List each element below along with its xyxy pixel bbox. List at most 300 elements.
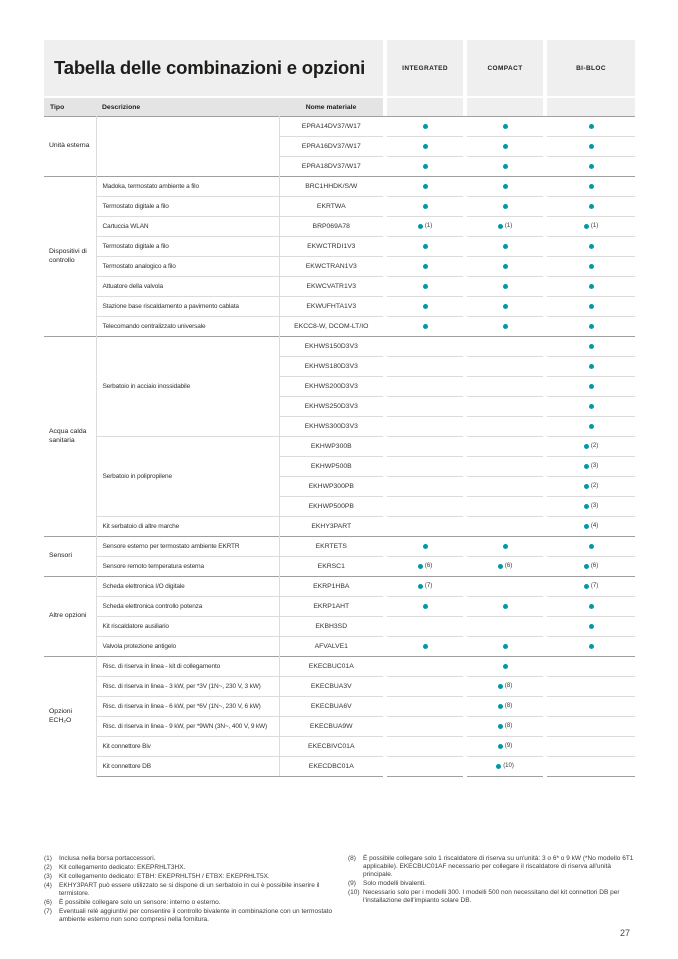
- table-row: [44, 517, 635, 537]
- availability-cell: [547, 577, 635, 597]
- availability-cell: [547, 397, 635, 417]
- availability-cell: [547, 677, 635, 697]
- availability-cell: [547, 157, 635, 177]
- material-code-cell: BRP069A78: [279, 217, 383, 237]
- table-row: [44, 217, 635, 237]
- description-cell: Cartuccia WLAN: [96, 217, 279, 237]
- availability-cell: [467, 177, 543, 197]
- footnote-ref: (7): [424, 583, 433, 590]
- category-cell: Sensori: [44, 537, 96, 577]
- description-cell: Attuatore della valvola: [96, 277, 279, 297]
- availability-cell: [467, 737, 543, 757]
- footnote-ref: (8): [504, 683, 513, 690]
- availability-dot: [503, 164, 508, 169]
- description-cell: Sensore esterno per termostato ambiente EKRTR: [96, 537, 279, 557]
- description-cell: Madoka, termostato ambiente a filo: [96, 177, 279, 197]
- availability-cell: [547, 417, 635, 437]
- availability-dot: [423, 244, 428, 249]
- availability-dot: [498, 564, 503, 569]
- category-cell: Altre opzioni: [44, 577, 96, 657]
- column-header-integrated: INTEGRATED: [387, 40, 463, 97]
- description-cell: Telecomando centralizzato universale: [96, 317, 279, 337]
- footnote-number: (2): [44, 864, 52, 871]
- availability-cell: [387, 197, 463, 217]
- availability-cell: [467, 557, 543, 577]
- title-row: [44, 40, 635, 97]
- availability-dot: [418, 224, 423, 229]
- table-row: [44, 617, 635, 637]
- material-code-cell: EKHWS300D3V3: [279, 417, 383, 437]
- availability-dot: [423, 164, 428, 169]
- material-code-cell: EKRTWA: [279, 197, 383, 217]
- material-code-cell: AFVALVE1: [279, 637, 383, 657]
- footnote-item: [348, 855, 635, 879]
- category-cell: Dispositivi di controllo: [44, 177, 96, 337]
- availability-cell: [547, 257, 635, 277]
- availability-cell: [547, 237, 635, 257]
- footnote-ref: (6): [504, 563, 513, 570]
- material-code-cell: EKWCTRDI1V3: [279, 237, 383, 257]
- material-code-cell: EKECDBC01A: [279, 757, 383, 777]
- availability-cell: [547, 297, 635, 317]
- availability-dot: [589, 364, 594, 369]
- availability-dot: [423, 204, 428, 209]
- availability-cell: [547, 177, 635, 197]
- header-tipo: Tipo: [44, 97, 96, 117]
- material-code-cell: EKHWP500PB: [279, 497, 383, 517]
- footnote-ref: (6): [590, 563, 599, 570]
- availability-dot: [503, 144, 508, 149]
- availability-cell: [547, 277, 635, 297]
- table-row: [44, 677, 635, 697]
- table-row: [44, 337, 635, 357]
- material-code-cell: EKHWP300B: [279, 437, 383, 457]
- material-code-cell: EKHWP500B: [279, 457, 383, 477]
- availability-dot: [589, 304, 594, 309]
- availability-cell: [547, 557, 635, 577]
- availability-dot: [418, 564, 423, 569]
- description-cell: Serbatoio in polipropilene: [96, 437, 279, 517]
- footnote-item: [44, 882, 336, 898]
- column-header-bibloc: BI-BLOC: [547, 40, 635, 97]
- availability-dot: [498, 224, 503, 229]
- availability-cell: [547, 717, 635, 737]
- table-row: [44, 697, 635, 717]
- description-cell: Risc. di riserva in linea - 6 kW, per *6V (1N~, 230 V, 6 kW): [96, 697, 279, 717]
- availability-cell: [387, 157, 463, 177]
- availability-cell: [387, 677, 463, 697]
- availability-dot: [423, 304, 428, 309]
- availability-cell: [547, 757, 635, 777]
- availability-cell: [467, 377, 543, 397]
- material-code-cell: EKECBUA6V: [279, 697, 383, 717]
- description-cell: Kit connettore Biv: [96, 737, 279, 757]
- availability-dot: [423, 264, 428, 269]
- availability-dot: [503, 544, 508, 549]
- footnote-text: È possibile collegare solo un sensore: interno o esterno.: [59, 899, 221, 906]
- material-code-cell: EKHWS180D3V3: [279, 357, 383, 377]
- combinations-table-wrap: [44, 40, 635, 777]
- availability-cell: [387, 437, 463, 457]
- material-code-cell: EKHWS250D3V3: [279, 397, 383, 417]
- availability-cell: [467, 457, 543, 477]
- availability-cell: [547, 637, 635, 657]
- availability-dot: [423, 604, 428, 609]
- availability-cell: [467, 697, 543, 717]
- table-row: [44, 717, 635, 737]
- availability-cell: [467, 397, 543, 417]
- header-nome-materiale: Nome materiale: [279, 97, 383, 117]
- availability-dot: [584, 464, 589, 469]
- availability-dot: [589, 424, 594, 429]
- availability-cell: [467, 257, 543, 277]
- material-code-cell: EKECBUA9W: [279, 717, 383, 737]
- category-cell: Opzioni ECH₂O: [44, 657, 96, 777]
- material-code-cell: EKWCVATR1V3: [279, 277, 383, 297]
- availability-cell: [387, 717, 463, 737]
- table-row: [44, 597, 635, 617]
- table-row: [44, 317, 635, 337]
- description-cell: Kit riscaldatore ausiliario: [96, 617, 279, 637]
- description-cell: Scheda elettronica controllo potenza: [96, 597, 279, 617]
- availability-dot: [498, 744, 503, 749]
- availability-dot: [503, 284, 508, 289]
- table-row: [44, 197, 635, 217]
- availability-dot: [498, 724, 503, 729]
- availability-cell: [467, 117, 543, 137]
- material-code-cell: EKECBUC01A: [279, 657, 383, 677]
- availability-dot: [589, 124, 594, 129]
- availability-cell: [467, 357, 543, 377]
- availability-dot: [589, 604, 594, 609]
- availability-cell: [387, 257, 463, 277]
- availability-cell: [387, 177, 463, 197]
- availability-dot: [423, 324, 428, 329]
- footnote-ref: (7): [590, 583, 599, 590]
- material-code-cell: EKRSC1: [279, 557, 383, 577]
- availability-dot: [423, 544, 428, 549]
- availability-cell: [467, 337, 543, 357]
- footnote-number: (6): [44, 899, 52, 906]
- availability-dot: [418, 584, 423, 589]
- availability-cell: [387, 317, 463, 337]
- footnote-number: (1): [44, 855, 52, 862]
- availability-dot: [589, 184, 594, 189]
- availability-dot: [423, 184, 428, 189]
- availability-cell: [467, 137, 543, 157]
- description-cell: Stazione base riscaldamento a pavimento cablata: [96, 297, 279, 317]
- availability-cell: [387, 337, 463, 357]
- footnotes: [44, 855, 635, 925]
- availability-cell: [467, 477, 543, 497]
- availability-cell: [387, 297, 463, 317]
- availability-dot: [589, 264, 594, 269]
- footnote-ref: (1): [424, 223, 433, 230]
- footnote-ref: (3): [590, 503, 599, 510]
- availability-dot: [589, 244, 594, 249]
- availability-cell: [467, 717, 543, 737]
- availability-dot: [498, 684, 503, 689]
- availability-dot: [503, 184, 508, 189]
- footnote-text: Eventuali relè aggiuntivi per consentire il controllo bivalente in combinazione con un termostato ambiente esterno non sono compresi nella fornitura.: [59, 908, 333, 923]
- availability-cell: [547, 357, 635, 377]
- availability-cell: [467, 617, 543, 637]
- page-title: Tabella delle combinazioni e opzioni: [44, 40, 383, 97]
- subheader-spacer: [467, 97, 543, 117]
- combinations-table: [44, 40, 635, 777]
- availability-dot: [503, 244, 508, 249]
- availability-cell: [387, 417, 463, 437]
- material-code-cell: EKECBIVC01A: [279, 737, 383, 757]
- description-cell: [96, 117, 279, 177]
- availability-cell: [387, 637, 463, 657]
- footnotes-left: [44, 855, 336, 925]
- availability-dot: [589, 624, 594, 629]
- table-row: [44, 537, 635, 557]
- availability-cell: [547, 477, 635, 497]
- availability-cell: [547, 697, 635, 717]
- availability-cell: [467, 157, 543, 177]
- description-cell: Kit serbatoio di altre marche: [96, 517, 279, 537]
- availability-dot: [423, 144, 428, 149]
- availability-dot: [584, 584, 589, 589]
- footnote-text: Kit collegamento dedicato: EKEPRHLT3HX.: [59, 864, 186, 871]
- material-code-cell: BRC1HHDK/S/W: [279, 177, 383, 197]
- table-row: [44, 737, 635, 757]
- availability-cell: [547, 457, 635, 477]
- availability-dot: [589, 344, 594, 349]
- availability-dot: [503, 664, 508, 669]
- availability-cell: [467, 597, 543, 617]
- availability-cell: [387, 697, 463, 717]
- material-code-cell: EKECBUA3V: [279, 677, 383, 697]
- table-row: [44, 437, 635, 457]
- availability-cell: [547, 657, 635, 677]
- material-code-cell: EKHWP300PB: [279, 477, 383, 497]
- footnote-number: (4): [44, 882, 52, 889]
- category-cell: Unità esterna: [44, 117, 96, 177]
- availability-cell: [387, 357, 463, 377]
- footnote-ref: (1): [590, 223, 599, 230]
- footnote-ref: (4): [590, 523, 599, 530]
- availability-cell: [467, 237, 543, 257]
- description-cell: Termostato analogico a filo: [96, 257, 279, 277]
- material-code-cell: EKWCTRAN1V3: [279, 257, 383, 277]
- footnote-text: Inclusa nella borsa portaccessori.: [59, 855, 156, 862]
- description-cell: Termostato digitale a filo: [96, 197, 279, 217]
- footnote-item: [44, 899, 336, 907]
- table-row: [44, 297, 635, 317]
- description-cell: Risc. di riserva in linea - 9 kW, per *9WN (3N~, 400 V, 9 kW): [96, 717, 279, 737]
- availability-cell: [547, 217, 635, 237]
- footnote-text: Necessario solo per i modelli 300. I modelli 500 non necessitano del kit connettori DB per l'installazione dell'impianto solare DB.: [363, 889, 620, 904]
- footnote-item: [44, 908, 336, 924]
- availability-cell: [547, 517, 635, 537]
- availability-dot: [423, 124, 428, 129]
- availability-cell: [467, 417, 543, 437]
- category-cell: Acqua calda sanitaria: [44, 337, 96, 537]
- footnote-number: (8): [348, 855, 356, 862]
- availability-dot: [503, 644, 508, 649]
- material-code-cell: EPRA16DV37/W17: [279, 137, 383, 157]
- footnote-text: È possibile collegare solo 1 riscaldatore di riserva su un'unità: 3 o 6* o 9 kW (*No modello 6T1 applicabile). EKECBUC01AF necessario per collegare il riscaldatore di riserva all'unità principale.: [363, 855, 634, 878]
- availability-dot: [584, 224, 589, 229]
- availability-cell: [387, 737, 463, 757]
- footnote-item: [44, 855, 336, 863]
- availability-dot: [589, 144, 594, 149]
- footnotes-right: [348, 855, 635, 925]
- availability-cell: [467, 577, 543, 597]
- table-row: [44, 657, 635, 677]
- material-code-cell: EKBH3SD: [279, 617, 383, 637]
- availability-cell: [387, 617, 463, 637]
- availability-cell: [467, 537, 543, 557]
- footnote-number: (3): [44, 873, 52, 880]
- availability-dot: [584, 444, 589, 449]
- table-row: [44, 277, 635, 297]
- availability-cell: [547, 317, 635, 337]
- availability-cell: [387, 277, 463, 297]
- footnote-ref: (9): [504, 743, 513, 750]
- availability-dot: [589, 284, 594, 289]
- availability-cell: [387, 597, 463, 617]
- availability-cell: [467, 497, 543, 517]
- availability-dot: [589, 644, 594, 649]
- description-cell: Valvola protezione antigelo: [96, 637, 279, 657]
- subheader-spacer: [387, 97, 463, 117]
- material-code-cell: EKHWS150D3V3: [279, 337, 383, 357]
- footnote-ref: (2): [590, 483, 599, 490]
- description-cell: Serbatoio in acciaio inossidabile: [96, 337, 279, 437]
- availability-cell: [547, 197, 635, 217]
- availability-dot: [584, 484, 589, 489]
- availability-cell: [467, 757, 543, 777]
- footnote-ref: (10): [503, 763, 514, 770]
- availability-cell: [387, 477, 463, 497]
- description-cell: Risc. di riserva in linea - 3 kW, per *3V (1N~, 230 V, 3 kW): [96, 677, 279, 697]
- availability-dot: [503, 304, 508, 309]
- availability-dot: [584, 504, 589, 509]
- description-cell: Kit connettore DB: [96, 757, 279, 777]
- description-cell: Risc. di riserva in linea - kit di collegamento: [96, 657, 279, 677]
- availability-cell: [547, 537, 635, 557]
- availability-cell: [467, 217, 543, 237]
- footnote-ref: (8): [504, 703, 513, 710]
- footnote-ref: (3): [590, 463, 599, 470]
- availability-cell: [387, 577, 463, 597]
- availability-cell: [387, 497, 463, 517]
- page-number: 27: [619, 928, 630, 938]
- availability-dot: [589, 404, 594, 409]
- table-row: [44, 557, 635, 577]
- availability-cell: [547, 117, 635, 137]
- footnote-ref: (1): [504, 223, 513, 230]
- availability-cell: [387, 137, 463, 157]
- header-descrizione: Descrizione: [96, 97, 279, 117]
- availability-dot: [498, 704, 503, 709]
- availability-dot: [503, 264, 508, 269]
- material-code-cell: EPRA18DV37/W17: [279, 157, 383, 177]
- footnote-text: Kit collegamento dedicato: ETBH: EKEPRHLT5H / ETBX: EKEPRHLT5X.: [59, 873, 270, 880]
- availability-dot: [503, 324, 508, 329]
- table-row: [44, 177, 635, 197]
- footnote-item: [348, 880, 635, 888]
- availability-cell: [547, 737, 635, 757]
- availability-cell: [547, 497, 635, 517]
- availability-cell: [387, 377, 463, 397]
- table-row: [44, 757, 635, 777]
- footnote-text: EKHY3PART può essere utilizzato se si dispone di un serbatoio in cui è possibile inserire il termistore.: [59, 882, 320, 897]
- footnote-number: (9): [348, 880, 356, 887]
- table-row: [44, 577, 635, 597]
- availability-dot: [496, 764, 501, 769]
- description-cell: Termostato digitale a filo: [96, 237, 279, 257]
- availability-dot: [589, 324, 594, 329]
- footnote-ref: (2): [590, 443, 599, 450]
- availability-dot: [584, 524, 589, 529]
- availability-cell: [387, 117, 463, 137]
- footnote-item: [348, 889, 635, 905]
- table-body: [44, 117, 635, 777]
- availability-dot: [503, 204, 508, 209]
- availability-cell: [467, 637, 543, 657]
- availability-cell: [467, 517, 543, 537]
- availability-cell: [467, 317, 543, 337]
- availability-dot: [503, 604, 508, 609]
- availability-cell: [387, 757, 463, 777]
- material-code-cell: EKWUFHTA1V3: [279, 297, 383, 317]
- availability-cell: [467, 677, 543, 697]
- subheader-row: [44, 97, 635, 117]
- availability-cell: [387, 237, 463, 257]
- availability-cell: [467, 657, 543, 677]
- availability-dot: [589, 544, 594, 549]
- footnote-number: (10): [348, 889, 360, 896]
- availability-cell: [387, 457, 463, 477]
- availability-dot: [589, 384, 594, 389]
- availability-cell: [387, 217, 463, 237]
- availability-cell: [467, 197, 543, 217]
- footnote-ref: (8): [504, 723, 513, 730]
- availability-dot: [589, 204, 594, 209]
- availability-dot: [423, 284, 428, 289]
- subheader-spacer: [547, 97, 635, 117]
- availability-cell: [547, 377, 635, 397]
- material-code-cell: EPRA14DV37/W17: [279, 117, 383, 137]
- column-header-compact: COMPACT: [467, 40, 543, 97]
- footnote-item: [44, 873, 336, 881]
- availability-cell: [547, 337, 635, 357]
- material-code-cell: EKHWS200D3V3: [279, 377, 383, 397]
- availability-cell: [387, 657, 463, 677]
- availability-dot: [423, 644, 428, 649]
- description-cell: Sensore remoto temperatura esterna: [96, 557, 279, 577]
- availability-dot: [589, 164, 594, 169]
- availability-cell: [547, 597, 635, 617]
- material-code-cell: EKHY3PART: [279, 517, 383, 537]
- material-code-cell: EKRTETS: [279, 537, 383, 557]
- footnote-ref: (6): [424, 563, 433, 570]
- footnote-text: Solo modelli bivalenti.: [363, 880, 426, 887]
- material-code-cell: EKRP1HBA: [279, 577, 383, 597]
- availability-cell: [387, 517, 463, 537]
- table-row: [44, 237, 635, 257]
- availability-cell: [387, 397, 463, 417]
- table-row: [44, 257, 635, 277]
- footnote-number: (7): [44, 908, 52, 915]
- availability-cell: [547, 617, 635, 637]
- description-cell: Scheda elettronica I/O digitale: [96, 577, 279, 597]
